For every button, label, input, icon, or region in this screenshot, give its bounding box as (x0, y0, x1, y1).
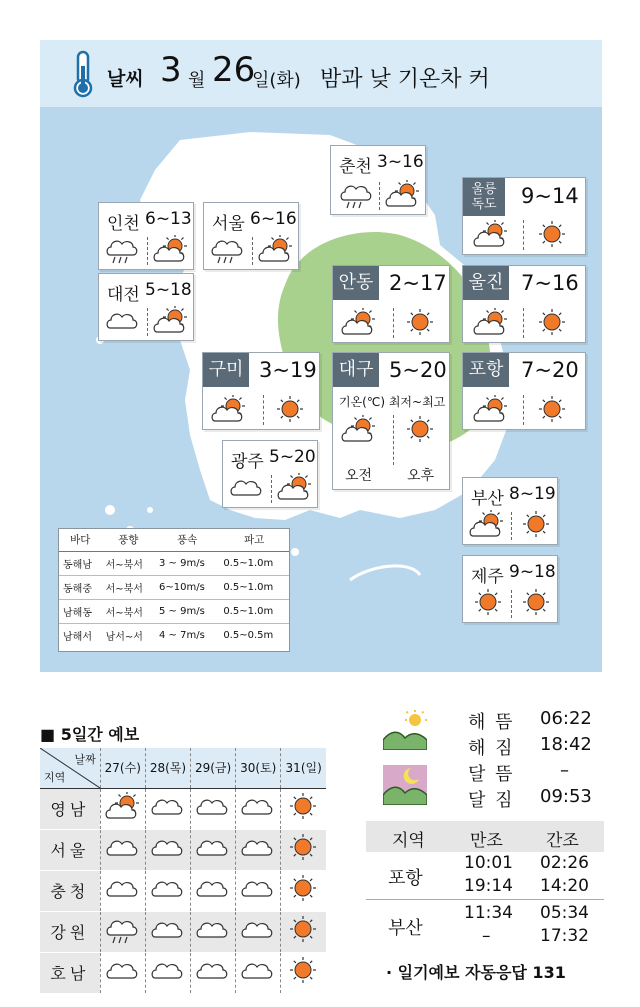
sunrise-time: 06:22 (540, 708, 592, 729)
month-unit: 월 (188, 70, 206, 91)
sun-icon (273, 395, 309, 429)
sun-cloud-icon (211, 395, 247, 429)
forecast-row (40, 911, 326, 952)
city-name: 대전 (107, 285, 140, 305)
forecast-day: 30(토) (236, 748, 281, 788)
forecast-row (40, 829, 326, 870)
city-card-pohang (462, 352, 586, 430)
forecast-cell (281, 911, 326, 952)
forecast-cell (281, 829, 326, 870)
forecast-cell (191, 952, 236, 993)
sea-cell: 0.5~0.5m (223, 629, 274, 641)
sun-cloud-icon (258, 235, 294, 269)
sun-icon (286, 915, 322, 949)
sea-cell: 6~10m/s (155, 575, 219, 599)
forecast-cell (100, 788, 145, 829)
sun-cloud-icon (473, 395, 509, 429)
sun-cloud-icon (469, 510, 505, 544)
city-temp: 5~20 (389, 358, 447, 382)
legend-caption: 기온(℃) 최저~최고 (339, 395, 446, 409)
cloud-icon (195, 833, 231, 867)
divider (147, 237, 148, 265)
city-name-line2: 독도 (471, 197, 497, 212)
forecast-region: 강원 (40, 911, 100, 952)
rain-cloud-icon (105, 915, 141, 949)
forecast-cell (100, 952, 145, 993)
city-name: 춘천 (339, 157, 372, 177)
divider (147, 308, 148, 336)
city-card-andong (332, 265, 450, 343)
forecast-day: 29(금) (191, 748, 236, 788)
city-temp: 5~18 (145, 280, 192, 300)
sun-cloud-icon (341, 308, 377, 342)
sea-header: 파고 (219, 529, 289, 551)
cloud-icon (150, 792, 186, 826)
city-card-gumi (202, 352, 320, 430)
city-temp: 9~14 (521, 184, 579, 208)
divider (393, 415, 394, 465)
city-tag: 포항 (463, 353, 509, 387)
city-card-uljin (462, 265, 586, 343)
city-name: 서울 (212, 214, 245, 234)
sea-cell: 4 ~ 7m/s (159, 629, 205, 641)
corner-region-label: 지역 (44, 770, 66, 784)
sun-cloud-icon (473, 220, 509, 254)
tide-header (366, 821, 604, 852)
sea-cell: 서~북서 (102, 599, 155, 623)
cloud-icon (150, 833, 186, 867)
day-number: 26 (212, 50, 256, 90)
sun-cloud-icon (341, 415, 377, 449)
sea-cell: 0.5~1.0m (219, 599, 289, 623)
sea-cell: 동해중 (59, 575, 102, 599)
city-temp: 9~18 (509, 562, 556, 582)
sea-cell: 서~북서 (102, 575, 155, 599)
city-temp: 6~16 (250, 209, 297, 229)
cloud-icon (150, 874, 186, 908)
tide-region: 포항 (388, 868, 423, 889)
rain-cloud-icon (105, 235, 141, 269)
sea-header: 풍속 (155, 529, 219, 551)
city-card-ulleung (462, 177, 586, 255)
city-name-line1: 울릉 (471, 182, 497, 197)
forecast-cell (145, 870, 190, 911)
sea-cell: 남해동 (59, 599, 102, 623)
city-temp: 2~17 (389, 271, 447, 295)
forecast-cell (236, 788, 281, 829)
sunrise-label: 해 뜸 (468, 712, 515, 733)
divider (263, 395, 264, 425)
forecast-cell (281, 870, 326, 911)
sea-header: 바다 (59, 529, 102, 551)
sea-row (59, 575, 289, 599)
forecast-cell (191, 829, 236, 870)
city-tag (463, 178, 505, 216)
sun-icon (286, 874, 322, 908)
forecast-cell (236, 952, 281, 993)
sun-icon (286, 792, 322, 826)
tide-low: 05:34 (540, 903, 589, 923)
forecast-cell (236, 870, 281, 911)
tide-high: 11:34 (464, 903, 513, 923)
sunrise-mountain-icon (383, 710, 427, 750)
sun-icon (535, 308, 571, 342)
forecast-cell (191, 870, 236, 911)
sea-row (59, 599, 289, 623)
forecast-cell (191, 911, 236, 952)
forecast-table (40, 748, 326, 994)
forecast-day: 28(목) (145, 748, 190, 788)
auto-response-note: · 일기예보 자동응답 131 (386, 963, 566, 982)
sun-icon (519, 588, 555, 622)
sea-conditions-table (58, 528, 290, 652)
city-tag: 대구 (333, 353, 379, 387)
forecast-cell (145, 788, 190, 829)
forecast-cell (145, 829, 190, 870)
city-temp: 7~16 (521, 271, 579, 295)
forecast-cell (281, 788, 326, 829)
city-temp: 3~16 (377, 152, 424, 172)
tide-high: – (482, 926, 491, 946)
cloud-icon (195, 792, 231, 826)
sun-icon (403, 415, 439, 449)
forecast-cell (100, 870, 145, 911)
city-tag: 안동 (333, 266, 379, 300)
forecast-region: 영남 (40, 788, 100, 829)
corner-date-label: 날짜 (74, 753, 96, 766)
city-temp: 8~19 (509, 484, 556, 504)
sun-icon (535, 395, 571, 429)
cloud-icon (240, 792, 276, 826)
day-unit: 일(화) (252, 70, 301, 91)
sea-cell: 남해서 (63, 631, 92, 643)
sea-row (59, 551, 289, 575)
tide-header-region: 지역 (392, 831, 425, 851)
tide-low: 17:32 (540, 926, 589, 946)
moon-mountain-icon (383, 765, 427, 805)
tide-region: 부산 (388, 918, 423, 939)
sun-cloud-icon (385, 180, 421, 214)
tide-high: 19:14 (464, 876, 513, 896)
city-name: 부산 (471, 489, 504, 509)
cloud-icon (150, 956, 186, 990)
city-temp: 5~20 (269, 447, 316, 467)
forecast-cell (236, 911, 281, 952)
legend-pm: 오후 (407, 468, 435, 484)
forecast-cell (191, 788, 236, 829)
divider (511, 512, 512, 540)
cloud-icon (240, 833, 276, 867)
divider (271, 475, 272, 503)
forecast-cell (145, 911, 190, 952)
sea-cell: 동해남 (59, 551, 102, 575)
city-name: 제주 (471, 567, 504, 587)
cloud-icon (240, 915, 276, 949)
city-card-gwangju (222, 440, 318, 508)
sunset-label: 해 짐 (468, 738, 515, 759)
forecast-cell (281, 952, 326, 993)
sunset-time: 18:42 (540, 734, 592, 755)
city-card-chuncheon (330, 145, 426, 215)
divider (252, 237, 253, 265)
cloud-icon (229, 473, 265, 507)
tide-low: 14:20 (540, 876, 589, 896)
weather-label: 날씨 (107, 68, 144, 90)
forecast-cell (100, 829, 145, 870)
sun-cloud-icon (153, 306, 189, 340)
city-temp: 7~20 (521, 358, 579, 382)
sun-icon (286, 956, 322, 990)
city-card-seoul (203, 202, 299, 270)
cloud-icon (240, 874, 276, 908)
sea-cell: 0.5~1.0m (219, 551, 289, 575)
moonset-time: 09:53 (540, 786, 592, 807)
forecast-row (40, 870, 326, 911)
cloud-icon (195, 915, 231, 949)
city-card-jeju (462, 555, 558, 623)
divider (523, 308, 524, 338)
city-name: 인천 (107, 214, 140, 234)
cloud-icon (105, 306, 141, 340)
divider (393, 308, 394, 338)
tide-header-low: 간조 (546, 831, 579, 851)
forecast-title: ■ 5일간 예보 (40, 725, 140, 744)
sea-cell: 서~북서 (102, 551, 155, 575)
city-tag: 구미 (203, 353, 249, 387)
city-temp: 3~19 (259, 358, 317, 382)
sun-icon (286, 833, 322, 867)
rain-cloud-icon (339, 180, 375, 214)
forecast-corner (40, 748, 100, 788)
sea-header: 풍향 (102, 529, 155, 551)
cloud-icon (240, 956, 276, 990)
forecast-row (40, 952, 326, 993)
sea-row (59, 623, 289, 647)
sun-cloud-icon (105, 792, 141, 826)
cloud-icon (195, 874, 231, 908)
forecast-day: 27(수) (100, 748, 145, 788)
sun-cloud-icon (473, 308, 509, 342)
cloud-icon (105, 874, 141, 908)
city-card-incheon (98, 202, 194, 270)
forecast-cell (236, 829, 281, 870)
forecast-cell (100, 911, 145, 952)
moonrise-time: – (560, 760, 569, 781)
moonset-label: 달 짐 (468, 790, 515, 811)
divider (379, 182, 380, 210)
tide-high: 10:01 (464, 853, 513, 873)
sea-cell: 남서~서 (105, 631, 143, 643)
moonrise-label: 달 뜸 (468, 764, 515, 785)
city-card-busan (462, 477, 558, 545)
divider (511, 590, 512, 618)
tide-divider (366, 899, 604, 900)
forecast-row (40, 788, 326, 829)
forecast-region: 서울 (40, 829, 100, 870)
tide-low: 02:26 (540, 853, 589, 873)
sea-cell: 0.5~1.0m (219, 575, 289, 599)
sun-cloud-icon (153, 235, 189, 269)
cloud-icon (195, 956, 231, 990)
city-card-daejeon (98, 273, 194, 341)
divider (523, 395, 524, 425)
forecast-cell (145, 952, 190, 993)
city-tag: 울진 (463, 266, 509, 300)
rain-cloud-icon (210, 235, 246, 269)
forecast-region: 호남 (40, 952, 100, 993)
city-temp: 6~13 (145, 209, 192, 229)
cloud-icon (105, 956, 141, 990)
sun-cloud-icon (277, 473, 313, 507)
month-number: 3 (160, 50, 182, 90)
city-name: 광주 (231, 452, 264, 472)
sea-cell: 3 ~ 9m/s (155, 551, 219, 575)
cloud-icon (105, 833, 141, 867)
tide-header-high: 만조 (470, 831, 503, 851)
cloud-icon (150, 915, 186, 949)
divider (523, 220, 524, 250)
forecast-day: 31(일) (281, 748, 326, 788)
sun-icon (403, 308, 439, 342)
forecast-region: 충청 (40, 870, 100, 911)
city-card-daegu (332, 352, 450, 490)
legend-am: 오전 (345, 468, 373, 484)
sun-icon (535, 220, 571, 254)
sun-icon (471, 588, 507, 622)
sea-cell: 5 ~ 9m/s (155, 599, 219, 623)
headline: 밤과 낮 기온차 커 (320, 67, 490, 92)
sun-icon (519, 510, 555, 544)
